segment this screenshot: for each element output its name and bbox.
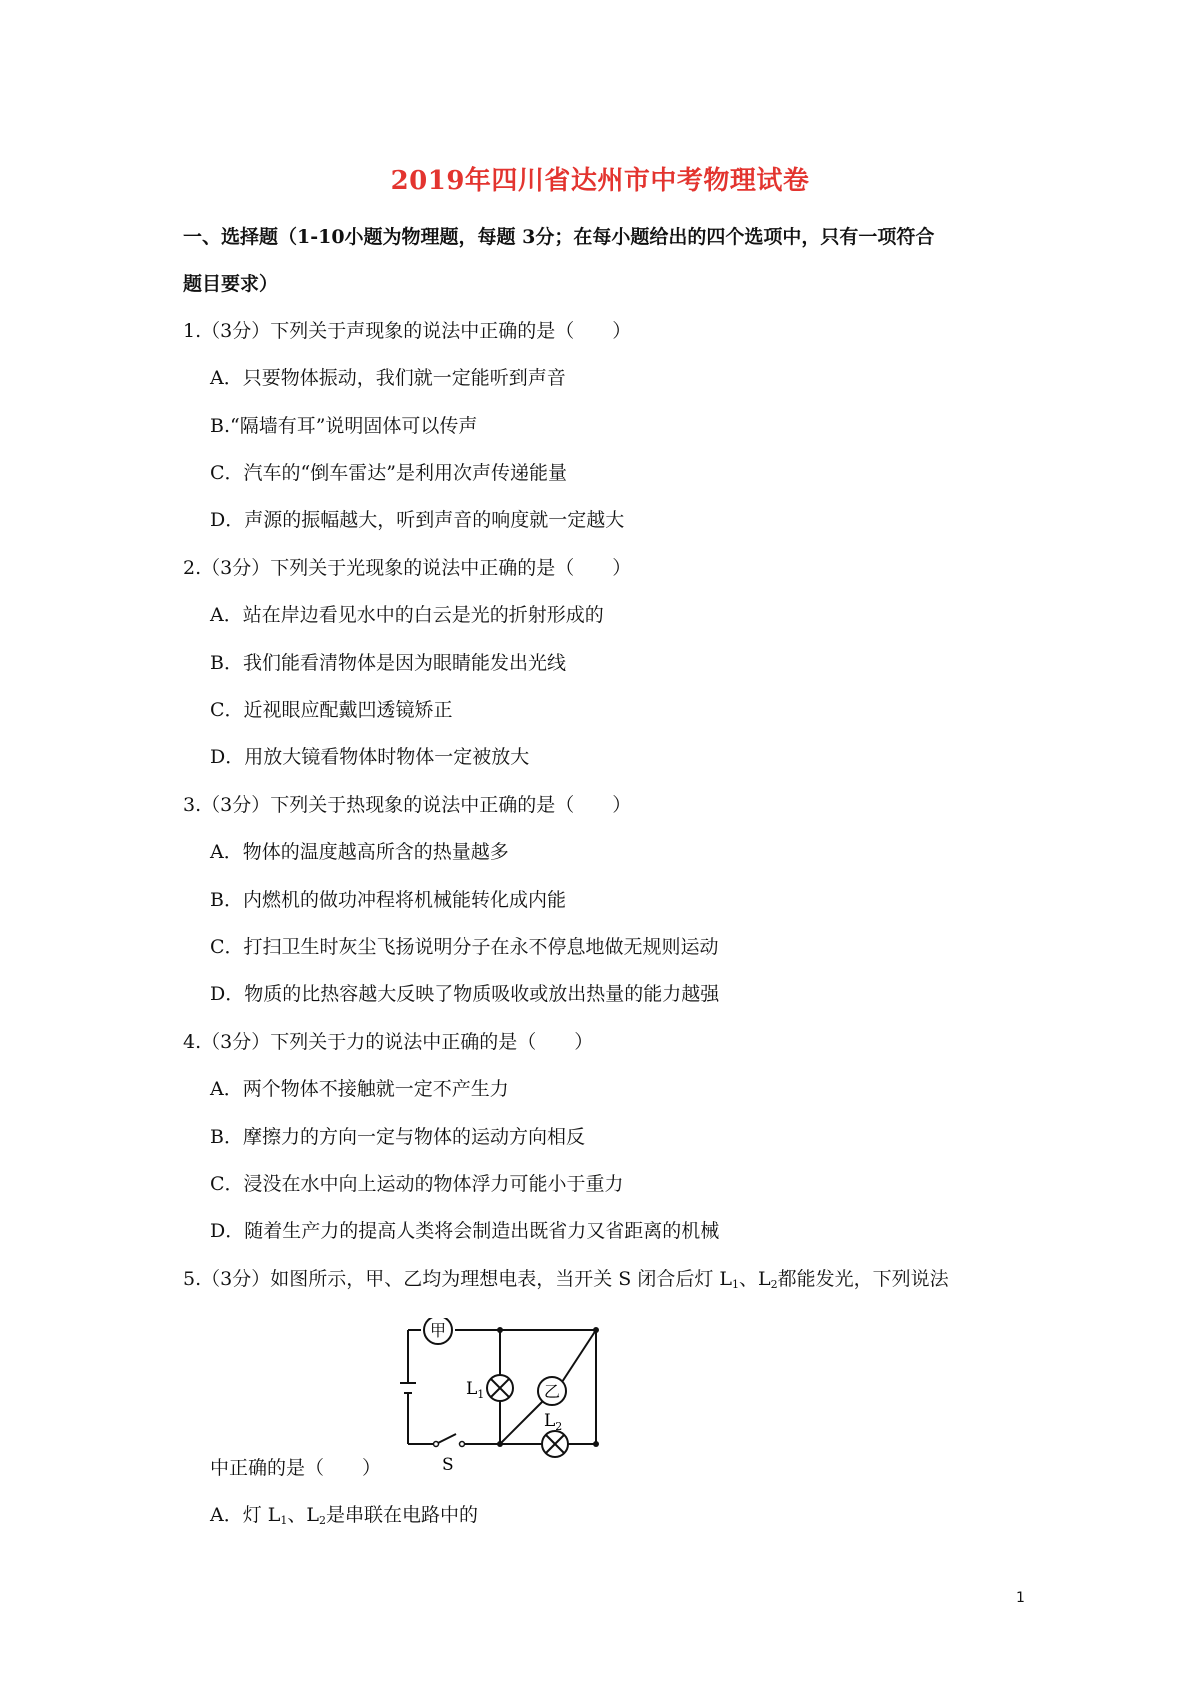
question-4-option-a: A．两个物体不接触就一定不产生力	[210, 1078, 509, 1100]
question-4-option-b: B．摩擦力的方向一定与物体的运动方向相反	[210, 1126, 585, 1148]
page-title: 2019年四川省达州市中考物理试卷	[390, 166, 810, 196]
question-5-option-a: A．灯 $L_1$、$L_2$是串联在电路中的	[210, 1504, 479, 1527]
question-3-stem: 3.（3分）下列关于热现象的说法中正确的是（ ）	[183, 794, 632, 816]
question-1-option-c: C．汽车的“倒车雷达”是利用次声传递能量	[210, 462, 567, 484]
lamp-l2-icon	[542, 1431, 568, 1457]
switch-label: S	[442, 1455, 454, 1475]
question-4-option-d: D．随着生产力的提高人类将会制造出既省力又省距离的机械	[210, 1220, 720, 1242]
question-2-option-b: B．我们能看清物体是因为眼睛能发出光线	[210, 652, 566, 674]
question-1-stem: 1.（3分）下列关于声现象的说法中正确的是（ ）	[183, 320, 632, 342]
question-4-stem: 4.（3分）下列关于力的说法中正确的是（ ）	[183, 1031, 594, 1053]
circuit-diagram	[398, 1318, 608, 1478]
question-3-option-a: A．物体的温度越高所含的热量越多	[210, 841, 509, 863]
question-5-stem-tail: 中正确的是（ ）	[210, 1457, 382, 1479]
question-1-option-b: B.“隔墙有耳”说明固体可以传声	[210, 415, 478, 437]
lamp-l1-label: $L_1$	[466, 1379, 485, 1401]
question-2-option-d: D．用放大镜看物体时物体一定被放大	[210, 746, 530, 768]
lamp-l1-icon	[487, 1375, 513, 1401]
question-4-option-c: C．浸没在水中向上运动的物体浮力可能小于重力	[210, 1173, 624, 1195]
question-3-option-d: D．物质的比热容越大反映了物质吸收或放出热量的能力越强	[210, 983, 720, 1005]
lamp-l2-label: $L_2$	[544, 1411, 563, 1433]
meter-a-label: 甲	[429, 1321, 447, 1340]
question-3-option-b: B．内燃机的做功冲程将机械能转化成内能	[210, 889, 566, 911]
question-1-option-a: A．只要物体振动，我们就一定能听到声音	[210, 367, 566, 389]
question-2-option-c: C．近视眼应配戴凹透镜矫正	[210, 699, 453, 721]
question-2-stem: 2.（3分）下列关于光现象的说法中正确的是（ ）	[183, 557, 632, 579]
section-heading-line1: 一、选择题（1-10小题为物理题，每题 3分；在每小题给出的四个选项中，只有一项符合	[183, 226, 935, 248]
question-5-stem: 5.（3分）如图所示，甲、乙均为理想电表，当开关 S 闭合后灯 $L_1$、$L_2$都能发光，下列说法	[183, 1268, 949, 1291]
question-3-option-c: C．打扫卫生时灰尘飞扬说明分子在永不停息地做无规则运动	[210, 936, 719, 958]
meter-b-label: 乙	[543, 1382, 561, 1401]
section-heading-line2: 题目要求）	[183, 273, 279, 295]
question-2-option-a: A．站在岸边看见水中的白云是光的折射形成的	[210, 604, 604, 626]
page-number: 1	[1016, 1590, 1025, 1606]
question-1-option-d: D．声源的振幅越大，听到声音的响度就一定越大	[210, 509, 625, 531]
